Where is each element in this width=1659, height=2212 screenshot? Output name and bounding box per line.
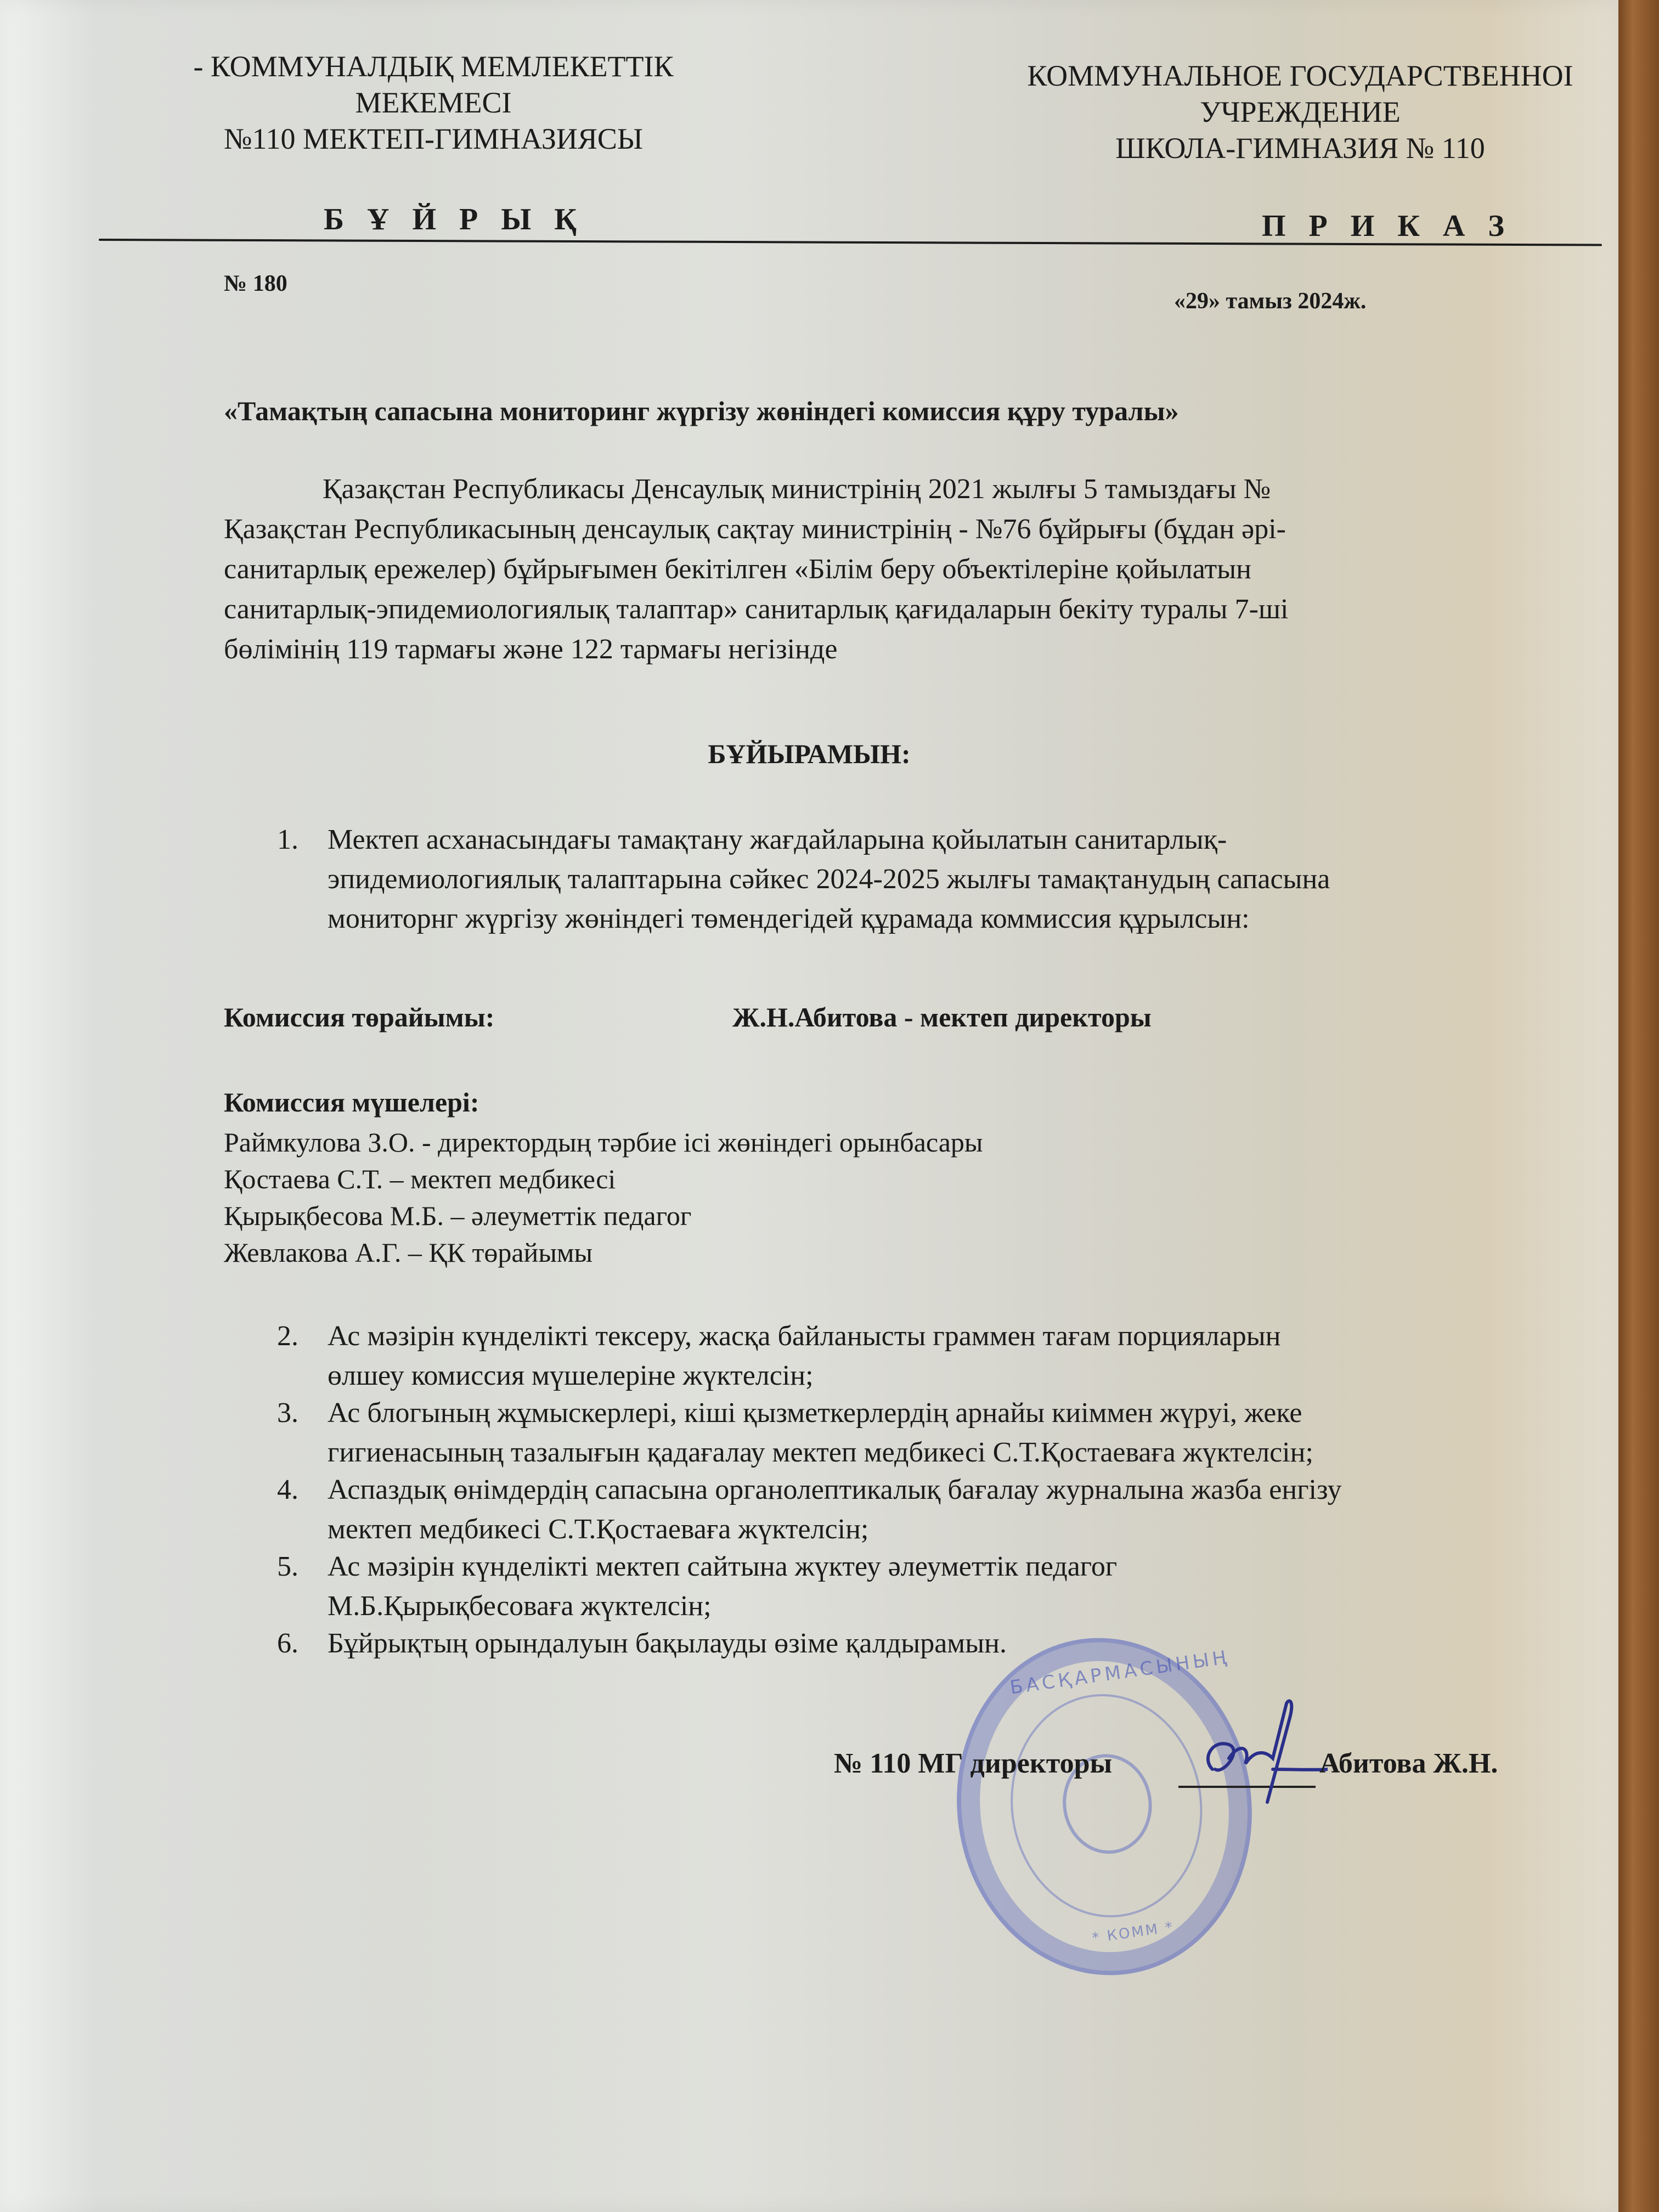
order-date: «29» тамыз 2024ж. <box>1174 289 1367 314</box>
item-line: өлшеу комиссия мүшелеріне жүктелсін; <box>328 1360 814 1391</box>
preamble-line: бөлімінің 119 тармағы және 122 тармағы негізінде <box>224 634 838 665</box>
commission-member: Қостаева С.Т. – мектеп медбикесі <box>224 1164 616 1194</box>
handwritten-signature-icon <box>1190 1687 1328 1808</box>
item-number: 3. <box>277 1397 298 1429</box>
item-line: гигиенасының тазалығын қадағалау мектеп медбикесі С.Т.Қостаеваға жүктелсін; <box>328 1437 1313 1468</box>
header-right-line-3: ШКОЛА-ГИМНАЗИЯ № 110 <box>1115 132 1485 165</box>
wooden-table-edge <box>1615 0 1659 2212</box>
header-left-line-3: №110 МЕКТЕП-ГИМНАЗИЯСЫ <box>223 122 644 155</box>
order-item-4 <box>277 1470 1594 1553</box>
item-line: Мектеп асханасындағы тамақтану жағдайларына қойылатын санитарлық- <box>328 824 1227 855</box>
item-number: 2. <box>277 1321 298 1352</box>
preamble-line: санитарлық ережелер) бұйрығымен бекітілген «Білім беру объектілеріне қойылатын <box>224 554 1251 585</box>
item-text <box>328 1317 1280 1396</box>
item-text <box>328 1393 1313 1472</box>
preamble-paragraph <box>224 469 1486 669</box>
stamp-bottom-text: * КОММ * <box>1091 1918 1176 1947</box>
header-left-line-1: - КОММУНАЛДЫҚ МЕМЛЕКЕТТІК <box>193 50 674 83</box>
item-text <box>328 1547 1117 1626</box>
header-left-line-2: МЕКЕМЕСІ <box>355 86 512 119</box>
item-number: 1. <box>277 824 298 855</box>
header-left-kz <box>126 48 741 157</box>
signatory-title: № 110 МГ директоры <box>834 1748 1113 1779</box>
item-line: Бұйрықтың орындалуын бақылауды өзіме қалдырамын. <box>328 1628 1007 1659</box>
commission-chair-label: Комиссия төрайымы: <box>224 1002 495 1032</box>
order-item-6 <box>277 1624 1539 1668</box>
stamp-top-text: БАСҚАРМАСЫНЫҢ <box>1008 1646 1231 1699</box>
order-item-2 <box>277 1317 1539 1399</box>
item-text <box>328 820 1330 939</box>
item-text <box>328 1624 1007 1663</box>
commission-member: Раймкулова З.О. - директордың тәрбие ісі жөніндегі орынбасары <box>224 1127 983 1158</box>
item-line: М.Б.Қырықбесоваға жүктелсін; <box>328 1590 712 1622</box>
item-number: 6. <box>277 1628 298 1659</box>
item-line: мониторнг жүргізу жөніндегі төмендегідей құрамада коммиссия құрылсын: <box>328 903 1250 934</box>
doc-type-ru: П Р И К А З <box>1262 209 1512 243</box>
order-item-1 <box>277 820 1539 941</box>
item-line: Аспаздық өнімдердің сапасына органолептикалық бағалау журналына жазба енгізу <box>328 1474 1342 1505</box>
preamble-line: санитарлық-эпидемиологиялық талаптар» санитарлық қағидаларын бекіту туралы 7-ші <box>224 594 1289 625</box>
commission-member: Жевлакова А.Г. – ҚК төрайымы <box>224 1237 593 1268</box>
item-line: Ас мәзірін күнделікті мектеп сайтына жүктеу әлеуметтік педагог <box>328 1551 1118 1582</box>
order-subject: «Тамақтың сапасына мониторинг жүргізу жөніндегі комиссия құру туралы» <box>224 396 1179 426</box>
doc-type-kz: Б Ұ Й Р Ы Қ <box>324 202 584 236</box>
order-item-3 <box>277 1393 1594 1476</box>
item-line: мектеп медбикесі С.Т.Қостаеваға жүктелсін; <box>328 1514 869 1545</box>
preamble-line: Қазақстан Республикасының денсаулық сақтау министрінің - №76 бұйрығы (бұдан әрі- <box>224 514 1286 545</box>
signatory-name: Абитова Ж.Н. <box>1319 1748 1498 1779</box>
item-number: 4. <box>277 1474 298 1505</box>
commission-member: Қырықбесова М.Б. – әлеуметтік педагог <box>224 1200 692 1231</box>
commission-chair-value: Ж.Н.Абитова - мектеп директоры <box>732 1002 1152 1032</box>
order-item-5 <box>277 1547 1539 1629</box>
header-right-line-2: УЧРЕЖДЕНИЕ <box>1200 95 1401 128</box>
item-line: Ас блогының жұмыскерлері, кіші қызметкерлердің арнайы киіммен жүруі, жеке <box>328 1397 1302 1429</box>
header-right-line-1: КОММУНАЛЬНОЕ ГОСУДАРСТВЕННОІ <box>1027 59 1573 92</box>
item-line: эпидемиологиялық талаптарына сәйкес 2024-2025 жылғы тамақтанудың сапасына <box>328 864 1330 895</box>
order-number: № 180 <box>224 271 287 296</box>
order-heading: БҰЙЫРАМЫН: <box>708 738 911 769</box>
item-number: 5. <box>277 1551 298 1582</box>
preamble-line: Қазақстан Республикасы Денсаулық министрінің 2021 жылғы 5 тамыздағы № <box>323 473 1271 505</box>
item-text <box>328 1470 1341 1549</box>
commission-members-label: Комиссия мүшелері: <box>224 1087 479 1118</box>
item-line: Ас мәзірін күнделікті тексеру, жасқа байланысты граммен тағам порцияларын <box>328 1321 1281 1352</box>
header-right-ru <box>977 58 1624 166</box>
